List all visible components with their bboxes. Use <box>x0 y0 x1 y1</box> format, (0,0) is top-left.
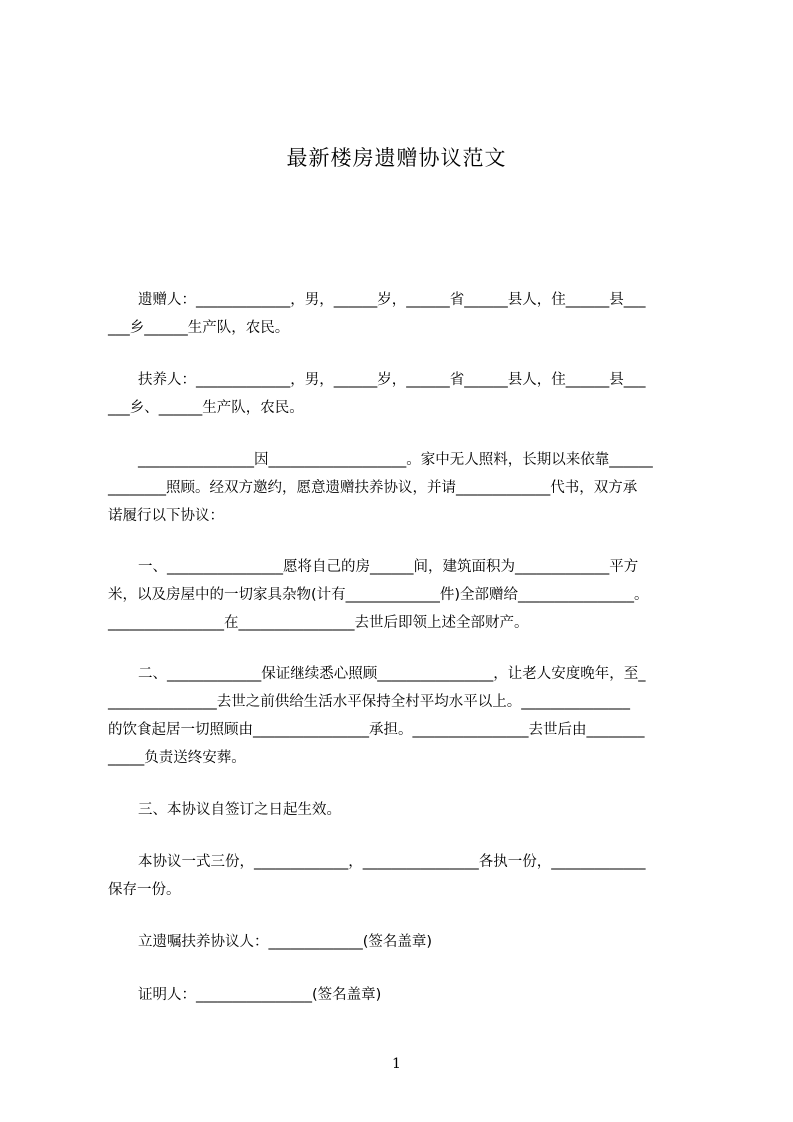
text-line: 一、________________愿将自己的房______间，建筑面积为_____________平方 <box>138 559 639 575</box>
text-line: ________照顾。经双方邀约，愿意遗赠扶养协议，并请_____________代书，双方承 <box>108 480 638 496</box>
text-line: ________________因___________________。家中无人照料，长期以来依靠______ <box>138 452 653 468</box>
text-line: 扶养人：_____________，男，______岁，______省______县人，住______县___ <box>138 372 646 388</box>
text-line: _____负责送终安葬。 <box>108 750 246 766</box>
text-line: 三、本协议自签订之日起生效。 <box>138 802 341 818</box>
text-line: 本协议一式三份，_____________，________________各执一份，_____________ <box>138 854 646 870</box>
witness-line: 证明人：________________(签名盖章) <box>138 987 382 1003</box>
text-line: 诺履行以下协议： <box>108 508 224 524</box>
text-line: 米，以及房屋中的一切家具杂物(计有_____________件)全部赠给________________。 <box>108 587 649 603</box>
text-line: ___乡______生产队，农民。 <box>108 320 290 336</box>
text-line: 遗赠人：_____________，男，______岁，______省______县人，住______县___ <box>138 292 646 308</box>
document-title: 最新楼房遗赠协议范文 <box>286 146 507 170</box>
signature-line: 立遗嘱扶养协议人：_____________(签名盖章) <box>138 934 433 950</box>
text-line: 保存一份。 <box>108 882 181 898</box>
text-line: ___乡、______生产队，农民。 <box>108 400 304 416</box>
text-line: ________________在________________去世后即领上述全部财产。 <box>108 615 529 631</box>
text-line: _______________去世之前供给生活水平保持全村平均水平以上。_______________ <box>108 694 630 710</box>
text-line: 的饮食起居一切照顾由________________承担。________________去世后由________ <box>108 722 645 738</box>
text-line: 二、_____________保证继续悉心照顾________________，让老人安度晚年，至_ <box>138 666 646 682</box>
page-number: 1 <box>392 1056 401 1072</box>
